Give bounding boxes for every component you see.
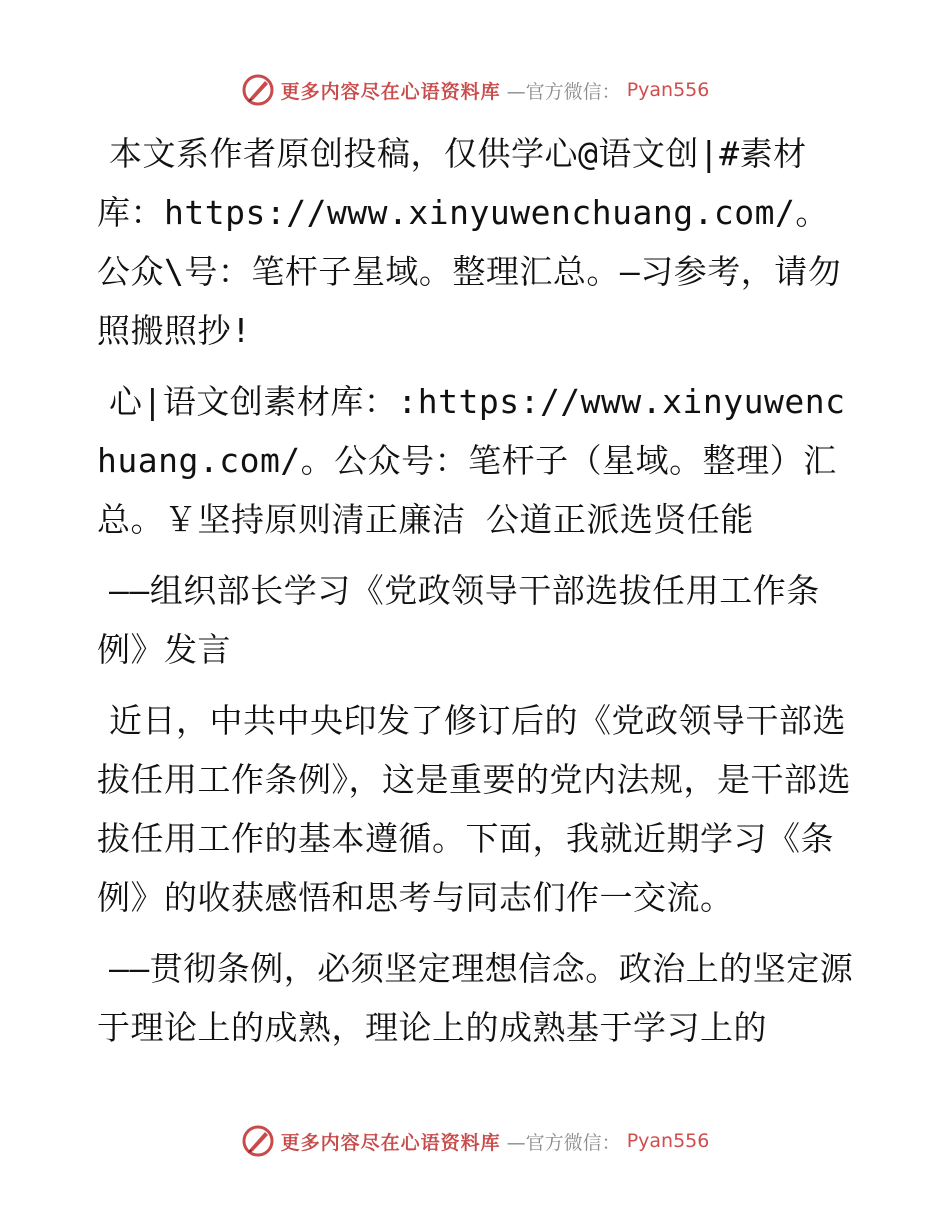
footer-watermark — [0, 1121, 950, 1161]
paragraph-intro: 近日，中共中央印发了修订后的《党政领导干部选拔任用工作条例》，这是重要的党内法规，是干部选拔任用工作的基本遵循。下面，我就近期学习《条例》的收获感悟和思考与同志们作一交流。 — [97, 701, 851, 917]
pen-logo-icon — [241, 73, 275, 107]
wechat-id: Pyan556 — [626, 1130, 710, 1152]
pen-logo-icon — [241, 1124, 275, 1158]
watermark-subtext: —官方微信： — [506, 80, 621, 103]
watermark-text: 更多内容尽在心语资料库 — [280, 1131, 501, 1154]
document-body — [97, 124, 857, 1057]
wechat-id: Pyan556 — [626, 79, 710, 101]
header-watermark — [0, 70, 950, 110]
watermark-text: 更多内容尽在心语资料库 — [280, 80, 501, 103]
paragraph-disclaimer: 本文系作者原创投稿，仅供学心@语文创|#素材库：https://www.xinyuwenchuang.com/。公众\号：笔杆子星域。整理汇总。—习参考，请勿照搬照抄! — [97, 134, 842, 350]
watermark-subtext: —官方微信： — [506, 1131, 621, 1154]
paragraph-section-1: ——贯彻条例，必须坚定理想信念。政治上的坚定源于理论上的成熟，理论上的成熟基于学习上的 — [97, 949, 854, 1047]
paragraph-subtitle: ——组织部长学习《党政领导干部选拔任用工作条例》发言 — [97, 571, 820, 669]
paragraph-source-title: 心|语文创素材库：:https://www.xinyuwenchuang.com/。公众号：笔杆子（星域。整理）汇总。￥坚持原则清正廉洁 公道正派选贤任能 — [97, 382, 846, 539]
